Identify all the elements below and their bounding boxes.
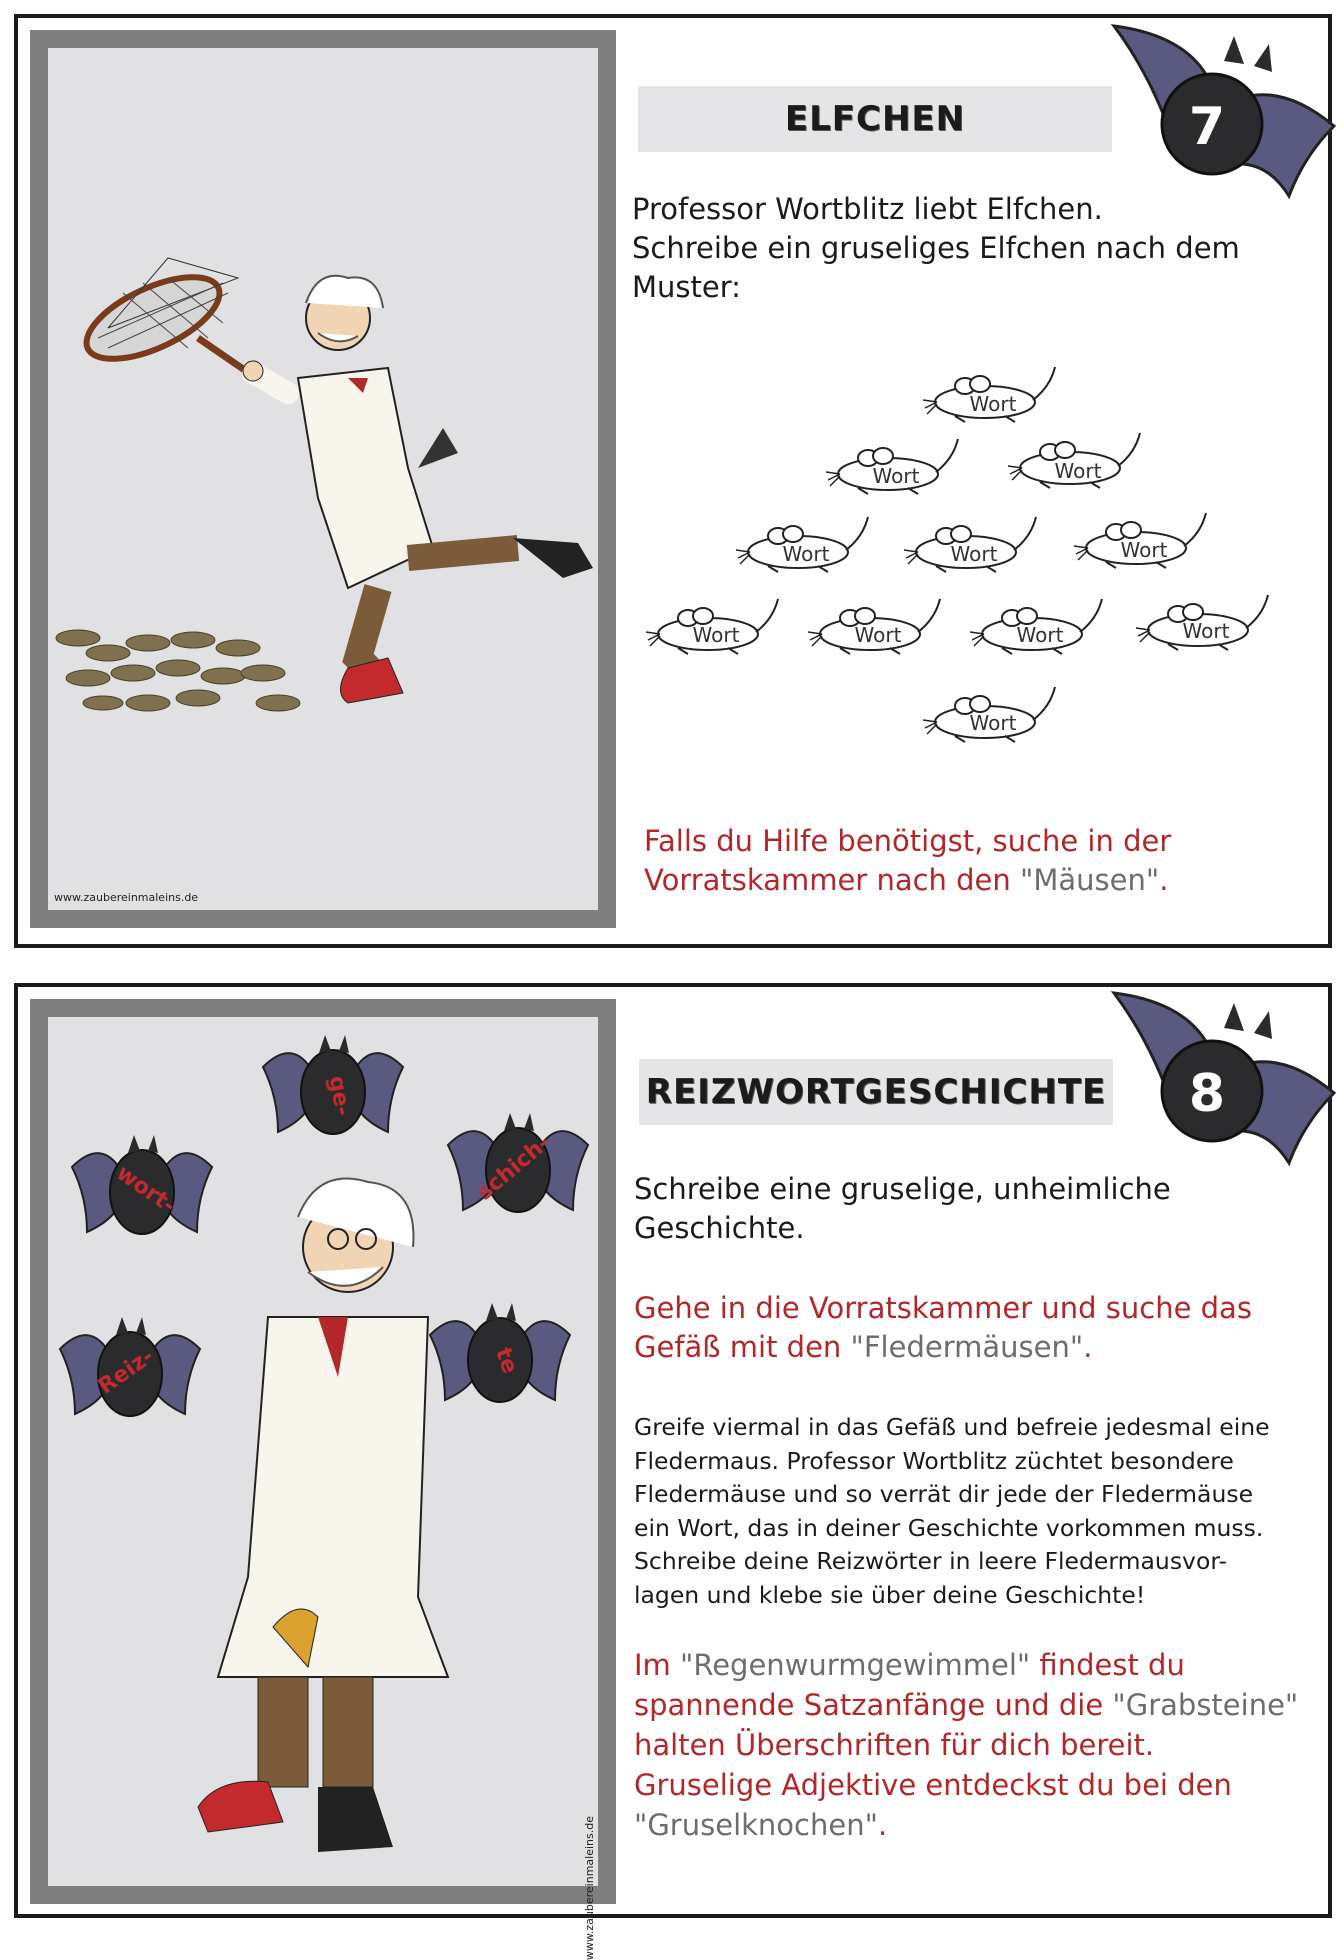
hint-text: Gefäß mit den xyxy=(634,1330,851,1364)
resources-tip xyxy=(634,1645,1298,1845)
help-hint xyxy=(644,822,1171,900)
card-title: REIZWORTGESCHICHTE xyxy=(639,1059,1113,1125)
help-line xyxy=(644,861,1171,900)
hint-line: Gehe in die Vorratskammer und suche das xyxy=(634,1291,1252,1325)
mice-swarm-icon xyxy=(56,630,300,711)
intro-line: Schreibe ein gruseliges Elfchen nach dem xyxy=(632,231,1240,265)
container-hint xyxy=(634,1289,1252,1367)
mouse-word: Wort xyxy=(969,711,1017,735)
tip-text: Im xyxy=(634,1648,681,1682)
professor-bats-illustration xyxy=(48,1017,598,1886)
mouse-word: Wort xyxy=(1182,619,1230,643)
tip-text: findest du xyxy=(1030,1648,1185,1682)
card-number: 7 xyxy=(1188,97,1226,157)
mouse-word: Wort xyxy=(950,542,998,566)
tip-line: halten Überschriften für dich bereit. xyxy=(634,1728,1155,1762)
hint-reference: "Fledermäusen" xyxy=(850,1330,1084,1364)
intro-line: Muster: xyxy=(632,270,741,304)
mouse-word: Wort xyxy=(782,542,830,566)
body-line: Fledermaus. Professor Wortblitz züchtet besondere xyxy=(634,1446,1234,1475)
hint-line xyxy=(634,1328,1252,1367)
bat-syllable: Reiz- xyxy=(93,1343,159,1400)
tip-reference: "Gruselknochen" xyxy=(634,1808,878,1842)
tip-line: Gruselige Adjektive entdeckst du bei den xyxy=(634,1768,1232,1802)
bat-syllable: schich- xyxy=(472,1130,556,1206)
illustration-professor-with-bats xyxy=(48,1017,598,1960)
help-reference: "Mäusen" xyxy=(1020,863,1160,897)
body-line: Greife viermal in das Gefäß und befreie jedesmal eine xyxy=(634,1413,1270,1441)
bat-syllable: te xyxy=(490,1344,523,1378)
mouse-word: Wort xyxy=(1054,459,1102,483)
hint-text: . xyxy=(1083,1330,1093,1364)
mouse-word: Wort xyxy=(854,623,902,647)
help-line: Falls du Hilfe benötigst, suche in der xyxy=(644,824,1172,858)
mouse-word: Wort xyxy=(1016,623,1064,647)
illustration-professor-chasing-mice xyxy=(48,48,598,910)
bat-number-badge xyxy=(1104,973,1336,1173)
body-line: Schreibe deine Reizwörter in leere Fledermausvor- xyxy=(634,1547,1227,1575)
watermark-text: www.zaubereinmaleins.de xyxy=(583,1816,596,1960)
intro-line: Professor Wortblitz liebt Elfchen. xyxy=(632,192,1103,226)
tip-reference: "Regenwurmgewimmel" xyxy=(680,1648,1031,1682)
mouse-word: Wort xyxy=(1120,538,1168,562)
instructions-body xyxy=(634,1411,1270,1612)
bat-syllable: wort- xyxy=(111,1160,180,1219)
mouse-word: Wort xyxy=(692,623,740,647)
body-line: Fledermäuse und so verrät dir jede der Fledermäuse xyxy=(634,1480,1254,1508)
tip-text: spannende Satzanfänge und die xyxy=(634,1688,1113,1722)
task-card-reizwortgeschichte xyxy=(14,983,1332,1960)
help-text: Vorratskammer nach den xyxy=(644,863,1020,897)
tip-reference: "Grabsteine" xyxy=(1112,1688,1299,1722)
tip-text: . xyxy=(877,1808,888,1842)
bat-number-badge xyxy=(1104,6,1336,206)
professor-net-illustration xyxy=(48,48,598,910)
mouse-word: Wort xyxy=(872,464,920,488)
illustration-frame xyxy=(30,30,616,928)
body-line: ein Wort, das in deiner Geschichte vorkommen muss. xyxy=(634,1513,1264,1542)
card-number: 8 xyxy=(1188,1064,1226,1124)
task-card-elfchen xyxy=(14,14,1332,948)
intro-text xyxy=(632,190,1240,307)
intro-text xyxy=(634,1170,1171,1248)
help-text: . xyxy=(1159,863,1169,897)
watermark-text: www.zaubereinmaleins.de xyxy=(54,891,199,904)
professor-figure xyxy=(198,1179,448,1852)
intro-line: Schreibe eine gruselige, unheimliche xyxy=(634,1172,1171,1206)
intro-line: Geschichte. xyxy=(634,1211,805,1245)
tip-line xyxy=(634,1645,1298,1685)
card-title: ELFCHEN xyxy=(638,86,1112,152)
mouse-word: Wort xyxy=(969,392,1017,416)
bat-syllable: ge- xyxy=(323,1074,356,1118)
professor-figure xyxy=(243,276,593,703)
elfchen-mice-pattern xyxy=(638,336,1318,766)
tip-line xyxy=(634,1805,1298,1845)
body-line: lagen und klebe sie über deine Geschichte! xyxy=(634,1580,1146,1609)
illustration-frame xyxy=(30,999,616,1960)
tip-line xyxy=(634,1685,1298,1725)
